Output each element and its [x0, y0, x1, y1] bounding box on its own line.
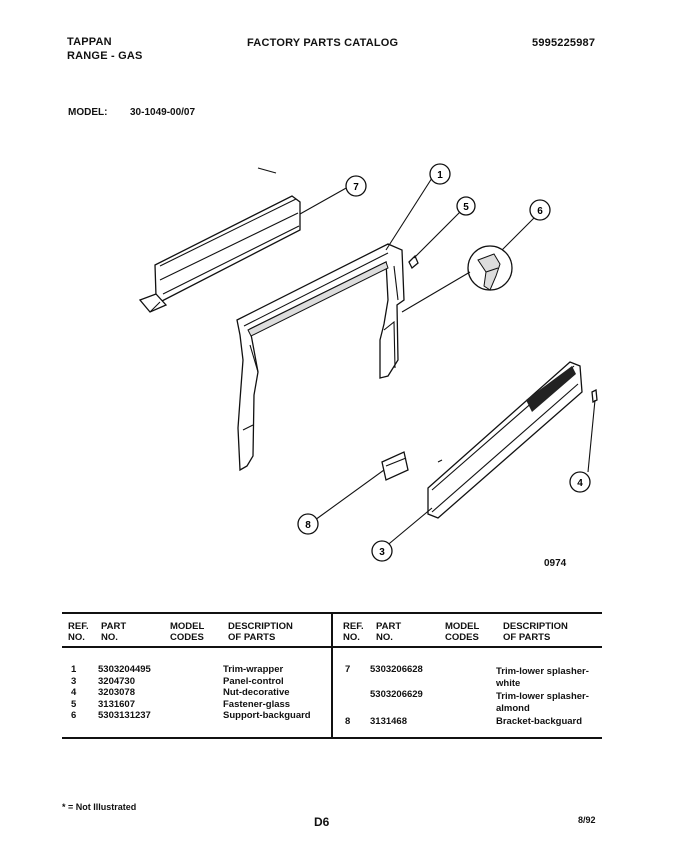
header-model-codes-left: MODEL CODES — [170, 621, 205, 643]
table-row-ref: 4 — [71, 687, 77, 698]
table-row-desc: Bracket-backguard — [496, 716, 583, 727]
table-row-ref: 8 — [345, 716, 351, 727]
callout-3 — [372, 541, 392, 561]
svg-text:6: 6 — [537, 206, 543, 217]
page-number: D6 — [314, 815, 330, 829]
header-description-right: DESCRIPTION OF PARTS — [503, 621, 568, 643]
table-row-desc: Trim-lower splasher- — [496, 666, 589, 677]
table-row-desc: Trim-lower splasher- — [496, 691, 589, 702]
model-number: 30-1049-00/07 — [130, 107, 196, 118]
callout-7 — [346, 176, 366, 196]
table-row-desc: Fastener-glass — [223, 698, 291, 710]
svg-text:5: 5 — [463, 202, 469, 213]
table-row-desc: Nut-decorative — [223, 687, 290, 698]
header-ref-no-left: REF. NO. — [68, 621, 89, 643]
table-row-desc: Trim-wrapper — [223, 664, 284, 675]
part-6-support-backguard — [468, 246, 512, 290]
part-4-nut-decorative — [588, 390, 597, 472]
table-row-desc-cont: almond — [496, 702, 530, 714]
table-center-divider — [331, 612, 333, 737]
part-5-fastener-glass — [409, 256, 418, 268]
header-part-no-right: PART NO. — [376, 621, 402, 643]
callout-8 — [298, 514, 318, 534]
part-8-bracket-backguard — [382, 452, 408, 480]
not-illustrated-note: * = Not Illustrated — [62, 802, 137, 812]
catalog-number: 5995225987 — [532, 37, 596, 49]
header-description-left: DESCRIPTION OF PARTS — [228, 621, 293, 643]
table-row-ref: 3 — [71, 675, 77, 687]
stray-mark — [258, 168, 276, 173]
table-row-ref: 1 — [71, 664, 77, 675]
table-row-ref: 6 — [71, 710, 77, 721]
table-row-part: 5303206629 — [370, 689, 423, 700]
table-row-part: 3204730 — [98, 675, 135, 687]
part-7-trim-lower-splasher — [140, 196, 300, 312]
table-row-part: 3203078 — [98, 687, 135, 698]
header-ref-no-right: REF. NO. — [343, 621, 364, 643]
table-row-part: 5303131237 — [98, 710, 151, 721]
callout-1 — [430, 164, 450, 184]
table-row-ref: 5 — [71, 698, 77, 710]
part-3-panel-control — [428, 362, 582, 518]
header-model-codes-right: MODEL CODES — [445, 621, 480, 643]
table-bottom-rule — [62, 737, 602, 739]
header-part-no-left: PART NO. — [101, 621, 127, 643]
table-row-part: 3131468 — [370, 716, 407, 727]
table-row-desc: Support-backguard — [223, 710, 311, 721]
callout-5 — [457, 197, 475, 215]
callout-6 — [530, 200, 550, 220]
brand: TAPPAN — [67, 36, 112, 48]
figure-number: 0974 — [544, 558, 567, 569]
part-1-trim-wrapper — [237, 244, 404, 470]
catalog-title: FACTORY PARTS CATALOG — [247, 37, 399, 49]
product-type: RANGE - GAS — [67, 50, 143, 62]
table-row-desc: Panel-control — [223, 675, 284, 687]
catalog-date: 8/92 — [578, 815, 596, 825]
svg-text:1: 1 — [437, 170, 443, 181]
svg-text:4: 4 — [577, 478, 583, 489]
svg-text:3: 3 — [379, 547, 385, 558]
model-label: MODEL: — [68, 107, 108, 118]
svg-text:7: 7 — [353, 182, 359, 193]
table-row-desc-cont: white — [496, 677, 521, 689]
table-row-part: 3131607 — [98, 698, 135, 710]
callout-4 — [570, 472, 590, 492]
table-row-part: 5303204495 — [98, 664, 151, 675]
table-row-part: 5303206628 — [370, 664, 423, 675]
svg-text:8: 8 — [305, 520, 311, 531]
leader-lines — [300, 178, 538, 548]
table-row-ref: 7 — [345, 664, 351, 675]
